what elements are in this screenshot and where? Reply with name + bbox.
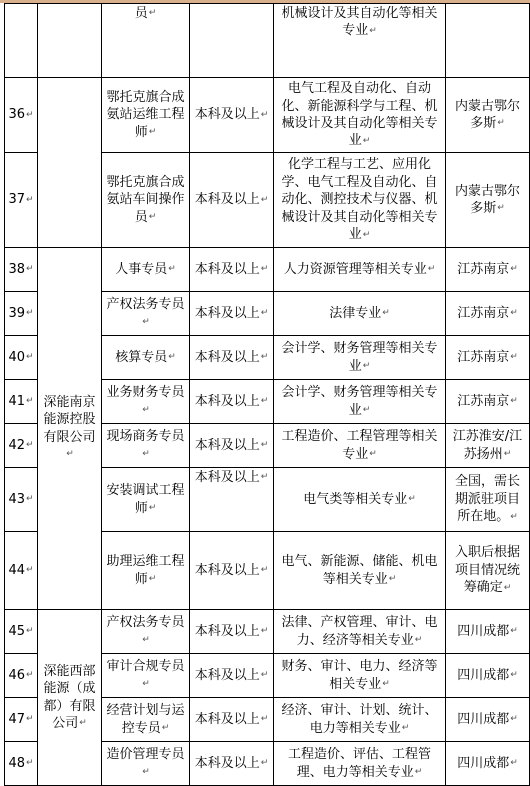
major-cell: 电气工程及自动化、自动化、新能源科学与工程、机械设计及其自动化等相关专业↵ (274, 78, 446, 153)
education-cell: 本科及以上↵ (190, 153, 274, 248)
unit-cell-empty (38, 78, 102, 248)
major-cell: 化学工程与工艺、应用化学、电气工程及自动化、自动化、测控技术与仪器、机械设计及其自动化等相关专业↵ (274, 153, 446, 248)
major-cell: 机械设计及其自动化等相关专业↵ (274, 4, 446, 78)
location-cell: 入职后根据项目情况统筹确定↵ (446, 532, 530, 610)
row-number: 37↵ (5, 153, 38, 248)
location-cell: 四川成都↵ (446, 654, 530, 698)
major-cell: 会计学、财务管理等相关专业↵ (274, 380, 446, 424)
location-cell: 内蒙古鄂尔多斯↵ (446, 78, 530, 153)
education-cell: 本科及以上↵ (190, 742, 274, 786)
location-cell: 江苏南京↵ (446, 248, 530, 292)
table-row (5, 78, 530, 153)
position-cell: 人事专员↵ (102, 248, 190, 292)
position-cell: 现场商务专员↵ (102, 424, 190, 468)
position-cell: 经营计划与运控专员↵ (102, 698, 190, 742)
major-cell: 财务、审计、电力、经济等相关专业↵ (274, 654, 446, 698)
table-row (5, 4, 530, 78)
table-row (5, 610, 530, 654)
location-cell: 内蒙古鄂尔多斯↵ (446, 153, 530, 248)
table-row (5, 248, 530, 292)
row-number: 46↵ (5, 654, 38, 698)
position-cell: 员↵ (102, 4, 190, 78)
row-number: 45↵ (5, 610, 38, 654)
location-cell (446, 4, 530, 78)
position-cell: 鄂托克旗合成氨站运维工程师↵ (102, 78, 190, 153)
major-cell: 法律专业↵ (274, 292, 446, 336)
unit-cell: 深能西部能源（成都）有限公司↵ (38, 610, 102, 786)
education-cell: 本科及以上↵ (190, 698, 274, 742)
location-cell: 四川成都↵ (446, 698, 530, 742)
major-cell: 经济、审计、计划、统计、电力等相关专业↵ (274, 698, 446, 742)
major-cell: 工程造价、工程管理等相关专业↵ (274, 424, 446, 468)
row-number: 38↵ (5, 248, 38, 292)
location-cell: 江苏南京↵ (446, 292, 530, 336)
row-number: 42↵ (5, 424, 38, 468)
row-number: 43↵ (5, 468, 38, 532)
position-cell: 核算专员↵ (102, 336, 190, 380)
education-cell: 本科及以上↵ (190, 380, 274, 424)
education-cell: 本科及以上↵ (190, 610, 274, 654)
education-cell: 本科及以上↵ (190, 336, 274, 380)
education-cell: 本科及以上↵ (190, 468, 274, 532)
education-cell: 本科及以上↵ (190, 78, 274, 153)
row-number: 44↵ (5, 532, 38, 610)
location-cell: 全国，需长期派驻项目所在地。↵ (446, 468, 530, 532)
row-number: 40↵ (5, 336, 38, 380)
location-cell: 四川成都↵ (446, 742, 530, 786)
position-cell: 审计合规专员↵ (102, 654, 190, 698)
education-cell (190, 4, 274, 78)
unit-cell-empty (38, 4, 102, 78)
location-cell: 江苏南京↵ (446, 336, 530, 380)
major-cell: 工程造价、评估、工程管理、电力等相关专业↵ (274, 742, 446, 786)
row-number: 47↵ (5, 698, 38, 742)
position-cell: 产权法务专员↵ (102, 610, 190, 654)
education-cell: 本科及以上↵ (190, 248, 274, 292)
education-cell: 本科及以上↵ (190, 424, 274, 468)
row-number: 39↵ (5, 292, 38, 336)
major-cell: 会计学、财务管理等相关专业↵ (274, 336, 446, 380)
location-cell: 四川成都↵ (446, 610, 530, 654)
position-cell: 造价管理专员↵ (102, 742, 190, 786)
position-cell: 安装调试工程师↵ (102, 468, 190, 532)
position-cell: 产权法务专员↵ (102, 292, 190, 336)
location-cell: 江苏淮安/江苏扬州↵ (446, 424, 530, 468)
education-cell: 本科及以上↵ (190, 654, 274, 698)
education-cell: 本科及以上↵ (190, 292, 274, 336)
position-cell: 助理运维工程师↵ (102, 532, 190, 610)
unit-cell: 深能南京能源控股有限公司↵ (38, 248, 102, 610)
location-cell: 江苏南京↵ (446, 380, 530, 424)
education-cell: 本科及以上↵ (190, 532, 274, 610)
row-number: 41↵ (5, 380, 38, 424)
row-number (5, 4, 38, 78)
row-number: 36↵ (5, 78, 38, 153)
major-cell: 电气、新能源、储能、机电等相关专业↵ (274, 532, 446, 610)
position-cell: 业务财务专员↵ (102, 380, 190, 424)
major-cell: 电气类等相关专业↵ (274, 468, 446, 532)
position-cell: 鄂托克旗合成氨站车间操作员↵ (102, 153, 190, 248)
recruitment-table (4, 3, 530, 786)
major-cell: 法律、产权管理、审计、电力、经济等相关专业↵ (274, 610, 446, 654)
major-cell: 人力资源管理等相关专业↵ (274, 248, 446, 292)
row-number: 48↵ (5, 742, 38, 786)
